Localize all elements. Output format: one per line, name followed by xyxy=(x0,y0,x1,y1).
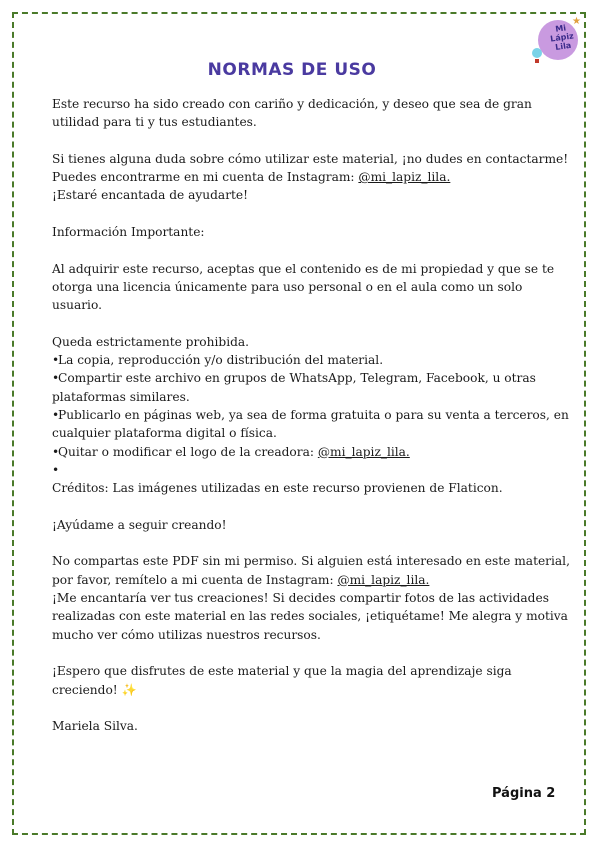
license-paragraph: Al adquirir este recurso, aceptas que el contenido es de mi propiedad y que se te otorga una licencia únicamente para uso personal o en el aula como un solo usuario. xyxy=(52,261,555,313)
closing-text: ¡Espero que disfrutes de este material y que la magia del aprendizaje siga creciendo! xyxy=(52,664,512,697)
bullet-icon: • xyxy=(52,371,60,386)
empty-bullet: • xyxy=(52,462,60,477)
contact-line-1: Si tienes alguna duda sobre cómo utilizar este material, ¡no dudes en contactarme! xyxy=(52,151,569,166)
logo-text-line2: Lápiz xyxy=(549,31,575,44)
document-body xyxy=(52,95,572,735)
credits-line: Créditos: Las imágenes utilizadas en este recurso provienen de Flaticon. xyxy=(52,481,503,496)
logo-text-line3: Lila xyxy=(554,40,572,52)
instagram-handle-link[interactable]: @mi_lapiz_lila. xyxy=(358,170,451,185)
page-number: Página 2 xyxy=(492,786,556,801)
share-paragraph xyxy=(52,552,572,589)
prohibited-item xyxy=(52,351,572,369)
logo-handle-link[interactable]: @mi_lapiz_lila. xyxy=(317,444,410,459)
bullet-icon: • xyxy=(52,353,60,368)
info-heading: Información Importante: xyxy=(52,225,205,240)
hot-air-balloon-icon xyxy=(532,48,542,58)
creations-paragraph: ¡Me encantaría ver tus creaciones! Si decides compartir fotos de las actividades realizadas con este material en las redes sociales, ¡etiquétame! Me alegra y motiva mucho ver cómo utilizas nuestros recursos. xyxy=(52,591,568,642)
share-handle-link[interactable]: @mi_lapiz_lila. xyxy=(337,572,430,587)
page-title: NORMAS DE USO xyxy=(207,60,377,80)
prohibited-item xyxy=(52,369,572,406)
contact-line-2 xyxy=(52,168,572,186)
contact-line-3: ¡Estaré encantada de ayudarte! xyxy=(52,188,249,203)
prohibited-item xyxy=(52,406,572,443)
help-line: ¡Ayúdame a seguir creando! xyxy=(52,517,227,532)
prohibited-item-text: Compartir este archivo en grupos de WhatsApp, Telegram, Facebook, u otras plataformas similares. xyxy=(52,371,536,404)
bullet-icon: • xyxy=(52,408,60,423)
prohibited-heading: Queda estrictamente prohibida. xyxy=(52,334,250,349)
share-text: No compartas este PDF sin mi permiso. Si alguien está interesado en este material, por favor, remítelo a mi cuenta de Instagram: xyxy=(52,554,570,587)
bullet-icon: • xyxy=(52,444,60,459)
sparkle-icon: ✨ xyxy=(121,682,137,697)
prohibited-item-text: Publicarlo en páginas web, ya sea de forma gratuita o para su venta a terceros, en cualquier plataforma digital o física. xyxy=(52,408,569,441)
star-icon: ★ xyxy=(572,16,581,27)
prohibited-item xyxy=(52,443,572,461)
prohibited-item-text: La copia, reproducción y/o distribución del material. xyxy=(58,353,384,368)
intro-paragraph: Este recurso ha sido creado con cariño y dedicación, y deseo que sea de gran utilidad para ti y tus estudiantes. xyxy=(52,97,532,130)
logo-text-line1: Mi xyxy=(554,23,567,34)
contact-line-2-text: Puedes encontrarme en mi cuenta de Instagram: xyxy=(52,170,359,185)
brand-logo xyxy=(532,16,582,66)
signature: Mariela Silva. xyxy=(52,719,138,734)
closing-line xyxy=(52,662,572,699)
prohibited-item-text: Quitar o modificar el logo de la creadora: xyxy=(58,444,318,459)
